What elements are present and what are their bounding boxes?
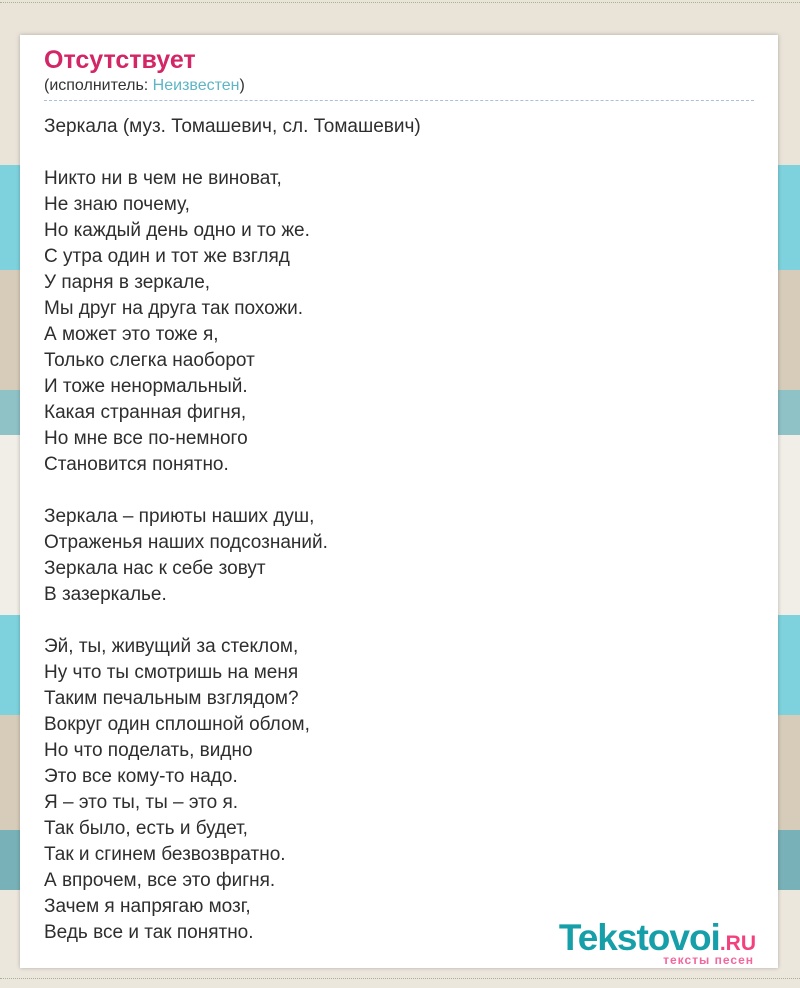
lyric-line: Так было, есть и будет, xyxy=(44,818,248,839)
lyric-line: Только слегка наоборот xyxy=(44,350,255,371)
lyric-line: В зазеркалье. xyxy=(44,584,167,605)
lyric-line: Я – это ты, ты – это я. xyxy=(44,792,239,813)
logo-brand: Tekstovoi xyxy=(558,917,720,958)
logo-tld: .RU xyxy=(719,932,756,955)
lyric-line: Никто ни в чем не виноват, xyxy=(44,168,282,189)
artist-label-open: (исполнитель: xyxy=(44,77,153,94)
lyric-line: Становится понятно. xyxy=(44,454,229,475)
lyric-line: Но каждый день одно и то же. xyxy=(44,220,310,241)
lyric-line: Зеркала – приюты наших душ, xyxy=(44,506,315,527)
lyric-line: Какая странная фигня, xyxy=(44,402,247,423)
logo-wordmark xyxy=(559,919,756,956)
stanza-gap xyxy=(44,140,754,166)
lyric-line: Отраженья наших подсознаний. xyxy=(44,532,328,553)
lyric-line: Эй, ты, живущий за стеклом, xyxy=(44,636,299,657)
lyric-line: Не знаю почему, xyxy=(44,194,190,215)
site-logo[interactable] xyxy=(559,919,756,966)
lyric-line: Таким печальным взглядом? xyxy=(44,688,299,709)
lyrics-card xyxy=(20,35,778,968)
lyric-line: А может это тоже я, xyxy=(44,324,219,345)
lyric-line: Зачем я напрягаю мозг, xyxy=(44,896,251,917)
lyric-line: Зеркала нас к себе зовут xyxy=(44,558,266,579)
lyric-line: Но что поделать, видно xyxy=(44,740,253,761)
song-title: Отсутствует xyxy=(44,46,196,74)
lyric-line: И тоже ненормальный. xyxy=(44,376,248,397)
artist-link[interactable]: Неизвестен xyxy=(152,77,240,94)
lyric-line: Мы друг на друга так похожи. xyxy=(44,298,304,319)
lyric-line: Так и сгинем безвозвратно. xyxy=(44,844,286,865)
lyric-line: А впрочем, все это фигня. xyxy=(44,870,276,891)
dashed-separator xyxy=(44,100,754,101)
lyrics-text xyxy=(44,114,754,946)
lyric-line: Ведь все и так понятно. xyxy=(44,922,254,943)
artist-label-close: ) xyxy=(239,77,245,94)
stanza-gap xyxy=(44,608,754,634)
lyric-line: Вокруг один сплошной облом, xyxy=(44,714,310,735)
stanza-gap xyxy=(44,478,754,504)
lyric-line: Ну что ты смотришь на меня xyxy=(44,662,299,683)
logo-tagline: тексты песен xyxy=(663,953,754,967)
artist-line xyxy=(44,75,754,100)
lyric-line: С утра один и тот же взгляд xyxy=(44,246,290,267)
lyric-line: Но мне все по-немного xyxy=(44,428,248,449)
lyric-line: У парня в зеркале, xyxy=(44,272,211,293)
lyric-line: Это все кому-то надо. xyxy=(44,766,238,787)
lyric-line: Зеркала (муз. Томашевич, сл. Томашевич) xyxy=(44,116,421,137)
